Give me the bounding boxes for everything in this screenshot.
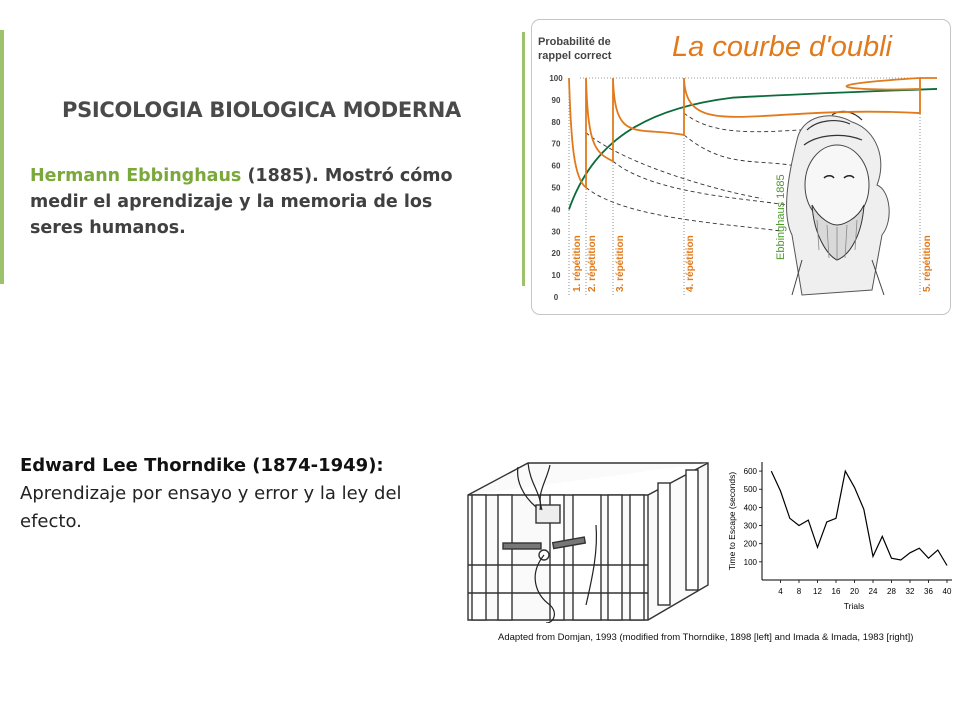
repetition-label: 1. répétition — [572, 235, 583, 292]
figure-caption: Adapted from Domjan, 1993 (modified from Thorndike, 1898 [left] and Imada & Imada, 1983 [right]) — [498, 632, 914, 643]
y-tick-label: 100 — [743, 557, 757, 567]
x-axis-label: Trials — [843, 601, 865, 611]
y-tick-label: 200 — [743, 539, 757, 549]
thorndike-text: Aprendizaje por ensayo y error y la ley del efecto. — [20, 483, 402, 532]
right-accent-bar — [522, 32, 525, 286]
ebbinghaus-annotation: Ebbinghaus 1885 — [775, 174, 787, 260]
retention-dashed-line — [613, 161, 787, 205]
repetition-label: 3. répétition — [615, 235, 626, 292]
ebbinghaus-year: (1885). — [247, 166, 319, 186]
left-accent-bar — [0, 30, 4, 284]
y-tick-label: 100 — [549, 74, 563, 83]
x-tick-label: 12 — [813, 587, 822, 596]
y-tick-label: 400 — [743, 503, 757, 513]
ebbinghaus-text: Mostró cómo medir el aprendizaje y la memoria de los seres humanos. — [30, 166, 453, 238]
y-tick-label: 30 — [551, 227, 561, 237]
thorndike-paragraph — [20, 452, 450, 536]
x-tick-label: 24 — [868, 587, 878, 596]
escape-time-series — [771, 471, 947, 565]
x-tick-label: 28 — [887, 587, 896, 596]
repetition-label: 4. répétition — [685, 235, 696, 292]
y-tick-label: 300 — [743, 521, 757, 531]
x-tick-label: 40 — [942, 587, 952, 596]
portrait-illustration — [787, 111, 890, 295]
y-tick-label: 70 — [551, 139, 561, 149]
y-tick-label: 600 — [743, 467, 757, 477]
trials-chart — [716, 452, 956, 617]
y-axis-label: Time to Escape (seconds) — [727, 471, 737, 571]
retention-dashed-line — [684, 135, 794, 166]
x-tick-label: 20 — [850, 587, 859, 596]
y-tick-label: 60 — [551, 161, 561, 171]
puzzle-box-illustration — [458, 455, 710, 623]
x-tick-label: 8 — [796, 587, 802, 596]
y-tick-label: 50 — [551, 183, 561, 193]
y-tick-label: 90 — [551, 95, 561, 105]
x-tick-label: 32 — [905, 587, 915, 596]
x-tick-label: 36 — [924, 587, 933, 596]
y-tick-label: 10 — [551, 271, 561, 281]
x-tick-label: 4 — [778, 587, 783, 596]
retention-dashed-line — [586, 188, 782, 232]
forgetting-curve-chart — [532, 20, 949, 313]
repetition-label: 2. répétition — [587, 235, 598, 292]
y-tick-label: 0 — [553, 293, 559, 302]
y-tick-label: 20 — [551, 249, 561, 259]
repetition-label: 5. répétition — [922, 235, 933, 292]
y-tick-label: 500 — [743, 485, 757, 495]
y-axis-label-line1: Probabilité de — [538, 36, 611, 48]
ebbinghaus-name: Hermann Ebbinghaus — [30, 166, 242, 186]
thorndike-name: Edward Lee Thorndike (1874-1949): — [20, 455, 384, 476]
ebbinghaus-paragraph — [30, 163, 480, 241]
y-axis-label-line2: rappel correct — [538, 50, 612, 62]
slide-title: PSICOLOGIA BIOLOGICA MODERNA — [62, 98, 461, 122]
y-tick-label: 80 — [551, 117, 561, 127]
y-tick-label: 40 — [551, 205, 561, 215]
x-tick-label: 16 — [831, 587, 841, 596]
forgetting-curve-panel — [531, 19, 951, 315]
chart-title: La courbe d'oubli — [672, 31, 892, 63]
